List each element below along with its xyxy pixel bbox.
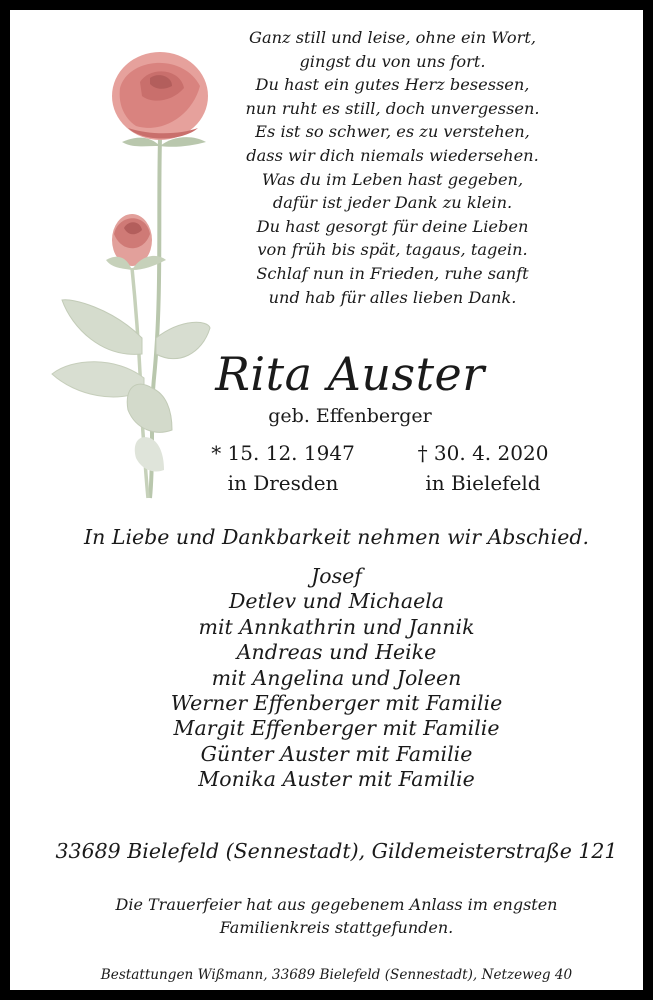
birth-place: in Dresden <box>227 471 339 495</box>
mourner-line: Margit Effenberger mit Familie <box>173 716 500 741</box>
poem-line: dass wir dich niemals wiedersehen. <box>246 145 539 165</box>
poem-line: gingst du von uns fort. <box>299 51 486 71</box>
poem <box>220 26 565 309</box>
mourner-line: Detlev und Michaela <box>229 589 444 614</box>
service-note-line: Familienkreis stattgefunden. <box>219 918 454 937</box>
poem-line: und hab für alles lieben Dank. <box>268 287 517 307</box>
mourner-line: Günter Auster mit Familie <box>200 741 473 766</box>
mourner-line: mit Annkathrin und Jannik <box>198 614 475 639</box>
birth-date: * 15. 12. 1947 <box>211 441 355 465</box>
poem-line: nun ruht es still, doch unvergessen. <box>245 98 540 118</box>
birth-name: geb. Effenberger <box>268 405 432 427</box>
mourner-line: Monika Auster mit Familie <box>198 767 475 792</box>
poem-line: Du hast ein gutes Herz besessen, <box>255 75 530 95</box>
poem-line: Du hast gesorgt für deine Lieben <box>256 216 529 236</box>
mourner-line: Andreas und Heike <box>236 640 437 665</box>
service-note-line: Die Trauerfeier hat aus gegebenem Anlass im engsten <box>115 895 558 914</box>
poem-line: Was du im Leben hast gegeben, <box>261 169 524 189</box>
poem-line: dafür ist jeder Dank zu klein. <box>272 193 513 213</box>
mourner-line: Werner Effenberger mit Familie <box>170 691 503 716</box>
service-note <box>70 893 603 939</box>
death-place: in Bielefeld <box>425 471 541 495</box>
death-info <box>373 438 593 498</box>
mourner-line: Josef <box>311 564 362 588</box>
undertaker-line: Bestattungen Wißmann, 33689 Bielefeld (Sennestadt), Netzeweg 40 <box>100 967 573 983</box>
birth-info <box>173 438 393 498</box>
farewell-text: In Liebe und Dankbarkeit nehmen wir Abschied. <box>84 525 589 549</box>
mourners-list <box>100 564 573 793</box>
poem-line: Ganz still und leise, ohne ein Wort, <box>249 28 536 47</box>
poem-line: von früh bis spät, tagaus, tagein. <box>257 240 528 260</box>
family-address: 33689 Bielefeld (Sennestadt), Gildemeisterstraße 121 <box>55 839 618 863</box>
mourner-line: mit Angelina und Joleen <box>211 665 462 690</box>
death-date: † 30. 4. 2020 <box>417 441 549 465</box>
deceased-name: Rita Auster <box>215 347 485 401</box>
poem-line: Schlaf nun in Frieden, ruhe sanft <box>256 263 529 283</box>
poem-line: Es ist so schwer, es zu verstehen, <box>255 122 530 142</box>
